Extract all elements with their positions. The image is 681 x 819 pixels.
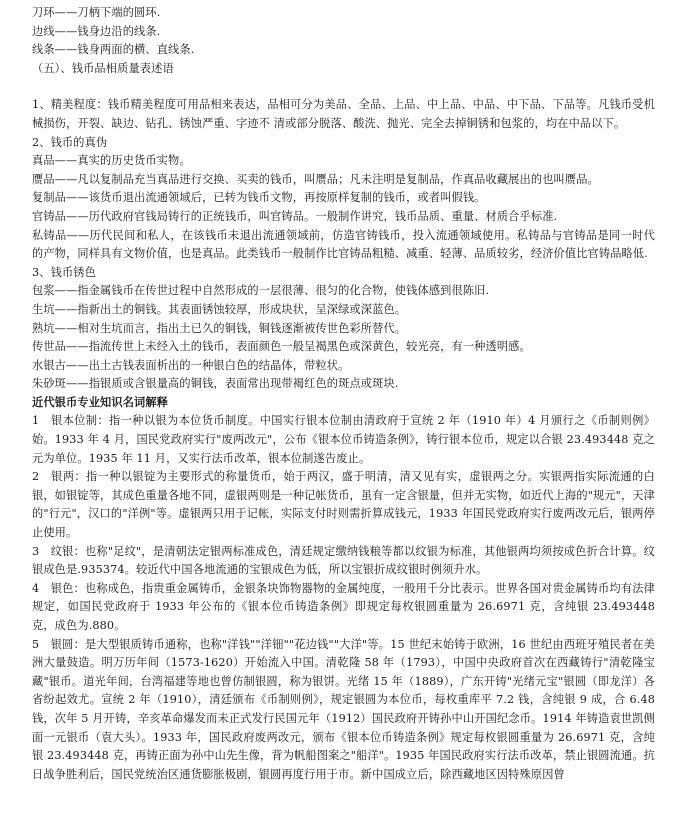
term-entry: 1 银本位制：指一种以银为本位货币制度。中国实行银本位制由清政府于宣统 2 年（1910 年）4 月颁行之《币制则例》始。1933 年 4 月，国民党政府实行"废两改元"，公布《银本位币铸造条例》，铸行银本位币，规定以合银 23.493448 克之元为单位。1935 年 11 月，又实行法币改革，银本位制遂告废止。 <box>32 414 655 465</box>
term-entry: 3 纹银：也称"足纹"，是清朝法定银两标准成色，清廷规定缴纳钱粮等都以纹银为标准，其他银两均须按成色折合计算。纹银成色是.935374。较近代中国各地流通的宝银成色为低，所以宝银折成纹银时例须升水。 <box>32 544 655 577</box>
definition-line: 私铸品——历代民间和私人，在该钱币未退出流通领域前，仿造官铸钱币，投入流通领域使用。私铸品与官铸品是同一时代的产物，同样具有文物价值，也是真品。此类钱币一般制作比官铸品粗糙、减重、轻薄、品质较劣，经济价值比官铸品略低. <box>32 228 655 261</box>
definition-line: 赝品——凡以复制品充当真品进行交换、买卖的钱币，叫赝品；凡未注明是复制品，作真品收藏展出的也叫赝品。 <box>32 172 599 186</box>
paragraph-quality: 1、精美程度：钱币精美程度可用品相来表达，品相可分为美品、全品、上品、中上品、中品、中下品、下品等。凡钱币受机械损伤，开裂、缺边、钻孔、锈蚀严重、字迹不 清或部分脱落、酸洗、抛光、完全去掉铜锈和包浆的，均在中品以下。 <box>32 98 655 130</box>
term-entry: 4 银色：也称成色，指贵重金属铸币，金银条块饰物器物的金属纯度，一般用千分比表示。世界各国对贵金属铸币均有法律规定，如国民党政府于 1933 年公布的《银本位币铸造条例》即规定每枚银圆重量为 26.6971 克，含纯银 23.493448 克，成色为.880。 <box>32 581 655 632</box>
heading-patina: 3、钱币锈色 <box>32 265 96 279</box>
spacer <box>32 78 655 96</box>
definition-line: 官铸品——历代政府官钱局铸行的正统钱币，叫官铸品。一般制作讲究，钱币品质、重量、材质合乎标准. <box>32 209 558 223</box>
term-entry: 2 银两：指一种以银锭为主要形式的称量货币，始于两汉，盛于明清，清又见有实，虚银两之分。实银两指实际流通的白银，如银锭等，其成色重量各地不同，虚银两则是一种记帐货币，虽有一定含银量，但并无实物，如近代上海的"规元"，天津的"行元"，汉口的"洋例"等。虚银两只用于记帐，实际支付时则需折算成钱元，1933 年国民党政府实行废两改元后，银两停止使用。 <box>32 470 655 540</box>
section-title: 近代银币专业知识名词解释 <box>32 395 169 409</box>
definition-line: 包浆——指金属钱币在传世过程中自然形成的一层很薄、很匀的化合物，使钱体感到很陈旧. <box>32 284 490 298</box>
term-entry: 5 银圆：是大型银质铸币通称，也称"洋钱""洋钿""花边钱""大洋"等。15 世纪末始铸于欧洲，16 世纪由西班牙殖民者在美洲大量鼓造。明万历年间（1573-1620）开始流入中国。清乾隆 58 年（1793），中国中央政府首次在西藏铸行"清乾隆宝藏"银币。道光年间，台湾福建等地也曾仿制银圆，称为银饼。光绪 15 年（1889），广东开铸"光绪元宝"银圆（即龙洋）各省纷起效尤。宣统 2 年（1910），清廷颁布《币制则例》，规定银圆为本位币，每枚重库平 7.2 钱，含纯银 9 成，合 6.48 钱，次年 5 月开铸，辛亥革命爆发而未正式发行民国元年（1912）国民政府开铸孙中山开国纪念币。1914 年铸造袁世凯侧面一元银币（袁大头）。1933 年，国民政府废两改元，颁布《银本位币铸造条例》规定每枚银圆重量为 26.6971 克，含纯银 23.493448 克，再铸正面为孙中山先生像，背为帆船图案之"船洋"。1935 年国民政府实行法币改革，禁止银圆流通。抗日战争胜利后，国民党统治区通货膨胀极剧，银圆再度行用于市。新中国成立后，除西藏地区因特殊原因曾 <box>32 637 655 781</box>
definition-line: 真品——真实的历史货币实物。 <box>32 154 191 168</box>
text-line: 刀环——刀柄下端的圆环. <box>32 6 161 19</box>
definition-line: 复制品——该货币退出流通领域后，已转为钱币文物，再按原样复制的钱币，或者叫假钱。 <box>32 191 486 205</box>
definition-line: 生坑——指新出土的铜钱。其表面锈蚀较厚，形成块状，呈深绿或深蓝色。 <box>32 302 407 316</box>
text-line: 边线——钱身边沿的线条. <box>32 24 161 38</box>
definition-line: 朱砂斑——指银质或含银量高的铜钱，表面常出现带褐红色的斑点或斑块. <box>32 377 399 391</box>
subsection-heading: （五）、钱币品相质量表述语 <box>32 61 174 75</box>
definition-line: 水银古——出土古钱表面析出的一种银白色的结晶体，带粒状。 <box>32 358 350 372</box>
heading-authenticity: 2、钱币的真伪 <box>32 135 108 149</box>
definition-line: 传世品——指流传世上未经入土的钱币，表面颜色一般呈褐黑色或深黄色，较光亮，有一种透明感。 <box>32 340 531 354</box>
definition-line: 熟坑——相对生坑而言，指出土已久的铜钱，铜钱逐渐被传世色彩所替代。 <box>32 321 407 335</box>
text-line: 线条——钱身两面的横、直线条. <box>32 43 195 57</box>
